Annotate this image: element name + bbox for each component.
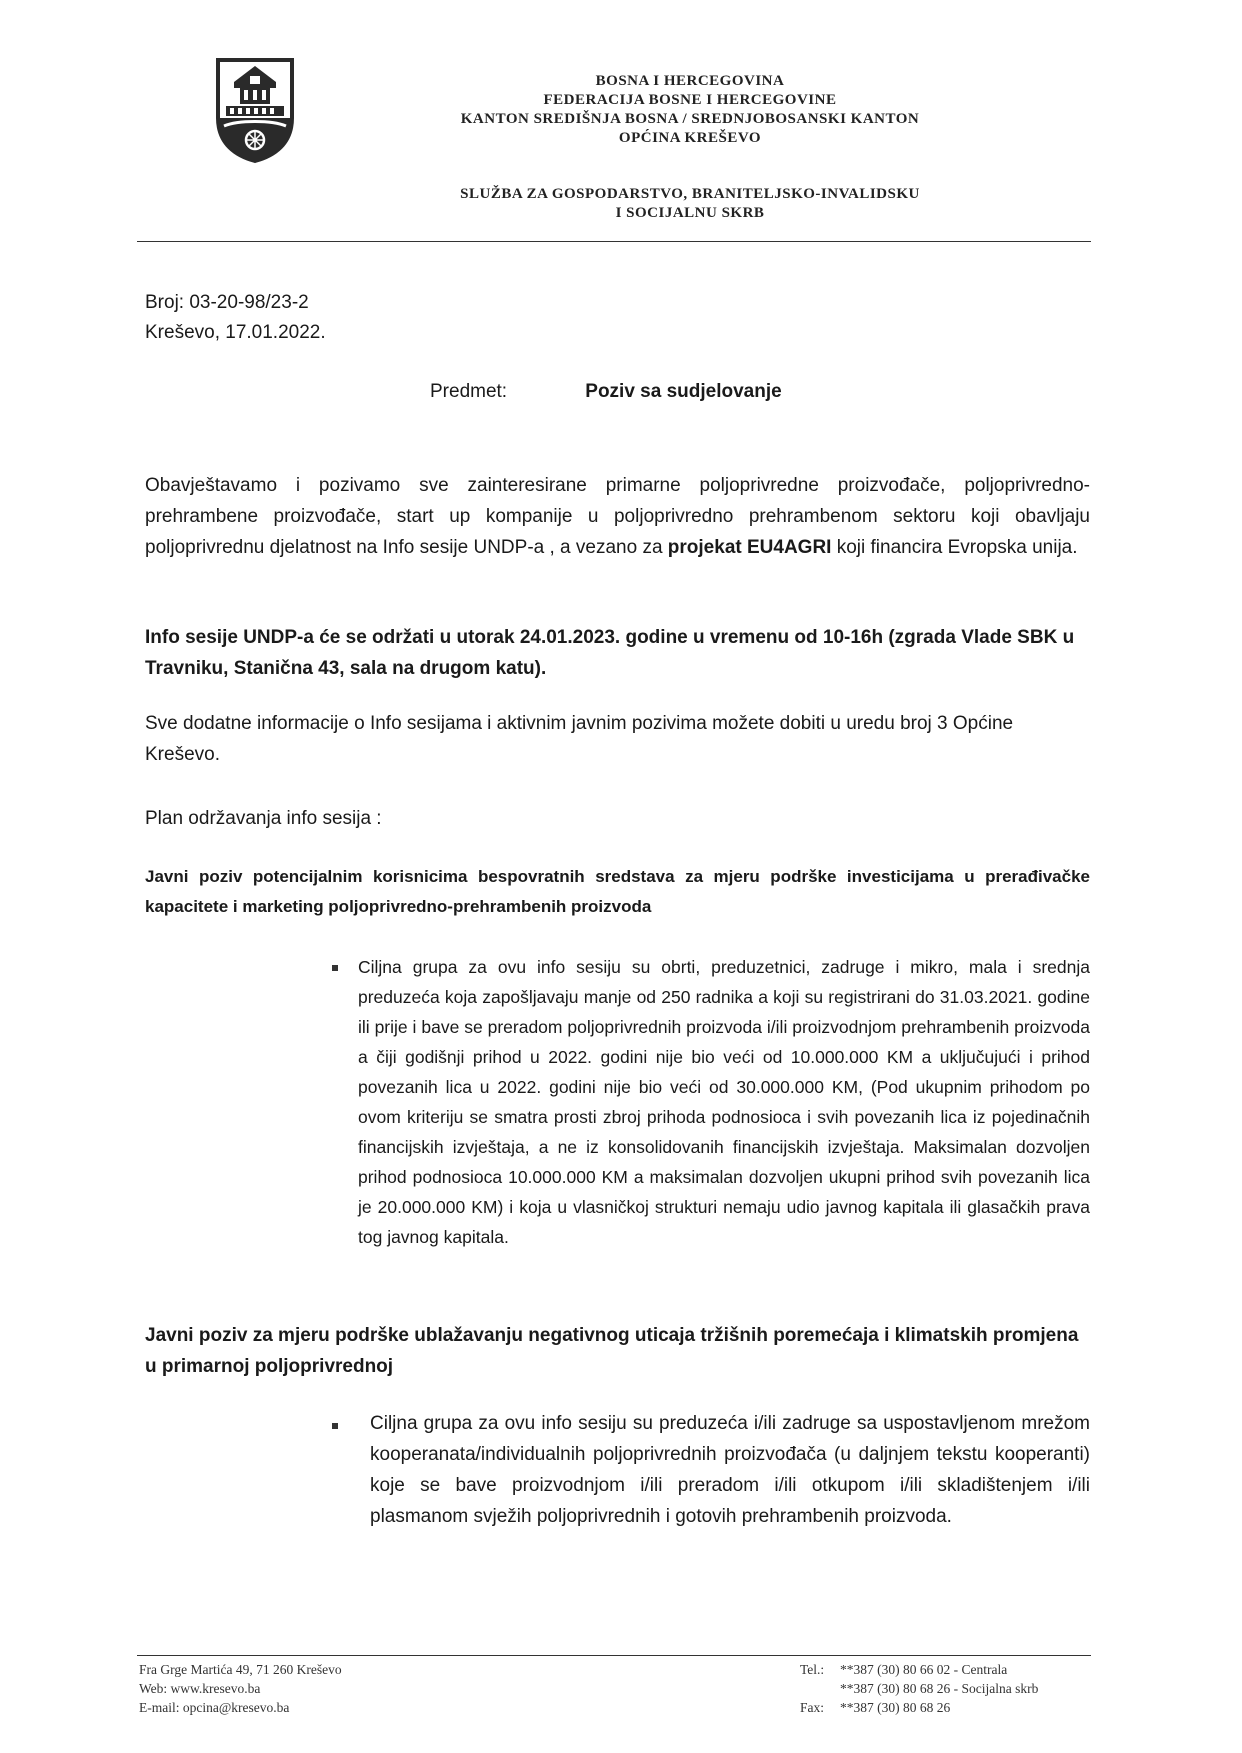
- footer-contact-right: [800, 1660, 1095, 1717]
- intro-text: Obavještavamo i pozivamo sve zainteresirane primarne poljoprivredne proizvođače, poljoprivredno-prehrambene proizvođače, start up kompanije u poljoprivredno prehrambenom sektoru koji obavljaju poljoprivrednu djelatnost na Info sesije UNDP-a , a vezano za: [145, 475, 1090, 558]
- subject-line: [430, 381, 782, 403]
- footer-web: Web: www.kresevo.ba: [139, 1681, 261, 1696]
- letterhead-line: KANTON SREDIŠNJA BOSNA / SREDNJOBOSANSKI KANTON: [460, 111, 920, 127]
- footer-fax: **387 (30) 80 68 26: [840, 1700, 951, 1715]
- footer-contact-left: [139, 1660, 342, 1717]
- header-divider: [137, 241, 1091, 242]
- document-number: Broj: 03-20-98/23-2: [145, 292, 309, 313]
- municipality-crest-icon: [214, 56, 296, 164]
- footer-tel-2: **387 (30) 80 68 26 - Socijalna skrb: [840, 1681, 1039, 1696]
- session-details-paragraph: Info sesije UNDP-a će se održati u utorak 24.01.2023. godine u vremenu od 10-16h (zgrada Vlade SBK u Travniku, Stanična 43, sala na drugom katu).: [145, 627, 1075, 679]
- document-place-date: Kreševo, 17.01.2022.: [145, 322, 326, 343]
- footer-email: E-mail: opcina@kresevo.ba: [139, 1700, 290, 1715]
- department-name: [300, 185, 1080, 223]
- footer-fax-label: Fax:: [800, 1700, 825, 1715]
- letterhead: [300, 72, 1080, 148]
- footer-tel-label: Tel.:: [800, 1662, 825, 1677]
- public-call-heading-1: Javni poziv potencijalnim korisnicima bespovratnih sredstava za mjeru podrške investicijama u prerađivačke kapacitete i marketing poljoprivredno-prehrambenih proizvoda: [145, 867, 1090, 916]
- footer-divider: [137, 1655, 1091, 1656]
- letterhead-line: FEDERACIJA BOSNE I HERCEGOVINE: [543, 92, 837, 108]
- letterhead-line: OPĆINA KREŠEVO: [618, 130, 762, 146]
- department-line: I SOCIJALNU SKRB: [615, 205, 765, 221]
- letterhead-line: BOSNA I HERCEGOVINA: [595, 73, 785, 89]
- subject-value: Poziv sa sudjelovanje: [585, 381, 782, 402]
- public-call-heading-2: Javni poziv za mjeru podrške ublažavanju negativnog uticaja tržišnih poremećaja i klimatskih promjena u primarnoj poljoprivrednoj: [145, 1325, 1079, 1377]
- footer-address: Fra Grge Martića 49, 71 260 Kreševo: [139, 1662, 342, 1677]
- target-group-bullet-1: Ciljna grupa za ovu info sesiju su obrti, preduzetnici, zadruge i mikro, mala i srednja preduzeća koja zapošljavaju manje od 250 radnika a koji su registrirani do 31.03.2021. godine ili prije i bave se preradom poljoprivrednih proizvoda i/ili proizvodnjom prehrambenih proizvoda a čiji godišnji prihod u 2022. godini nije bio veći od 10.000.000 KM a uključujući i prihod povezanih lica u 2022. godini nije bio veći od 30.000.000 KM, (Pod ukupnim prihodom po ovom kriteriju se smatra prosti zbroj prihoda podnosioca i svih povezanih lica iz pojedinačnih financijskih izvještaja, a ne iz konsolidovanih financijskih izvještaja. Maksimalan dozvoljen prihod podnosioca 10.000.000 KM a maksimalan dozvoljen ukupni prihod svih povezanih lica je 20.000.000 KM) i koja u vlasničkoj strukturi nemaju udio javnog kapitala ili glasačkih prava tog javnog kapitala.: [358, 957, 1090, 1247]
- footer-tel-1: **387 (30) 80 66 02 - Centrala: [840, 1662, 1008, 1677]
- additional-info-paragraph: Sve dodatne informacije o Info sesijama i aktivnim javnim pozivima možete dobiti u uredu broj 3 Općine Kreševo.: [145, 713, 1014, 765]
- intro-paragraph: [145, 470, 1090, 563]
- plan-heading: Plan održavanja info sesija :: [145, 808, 382, 829]
- intro-text-end: koji financira Evropska unija.: [831, 537, 1078, 558]
- document-meta: [145, 288, 326, 348]
- subject-label: Predmet:: [430, 381, 508, 402]
- department-line: SLUŽBA ZA GOSPODARSTVO, BRANITELJSKO-INVALIDSKU: [460, 186, 920, 202]
- target-group-bullet-2: Ciljna grupa za ovu info sesiju su preduzeća i/ili zadruge sa uspostavljenom mrežom kooperanata/individualnih poljoprivrednih proizvođača (u daljnjem tekstu kooperanti) koje se bave proizvodnjom i/ili preradom i/ili otkupom i/ili skladištenjem i/ili plasmanom svježih poljoprivrednih i gotovih prehrambenih proizvoda.: [370, 1413, 1090, 1527]
- project-name: projekat EU4AGRI: [667, 537, 832, 558]
